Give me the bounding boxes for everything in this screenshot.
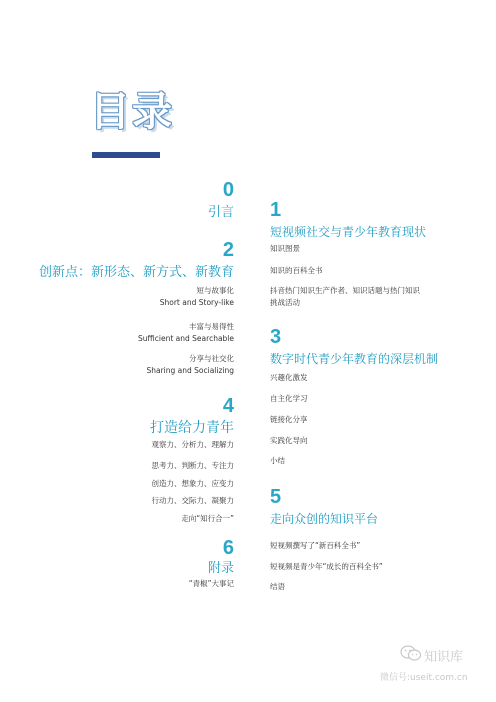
section-heading[interactable]: 打造给力青年 xyxy=(150,420,234,436)
toc-item[interactable]: 小结 xyxy=(270,456,285,465)
section-number: 6 xyxy=(222,537,234,559)
toc-item[interactable]: 链接化分享 xyxy=(270,415,308,424)
toc-item[interactable]: “青椒”大事记 xyxy=(188,579,234,588)
section-number: 3 xyxy=(270,326,282,348)
toc-item[interactable]: 知识图景 xyxy=(270,244,300,253)
toc-title: 目录 xyxy=(90,89,174,135)
section-heading[interactable]: 数字时代青少年教育的深层机制 xyxy=(270,352,439,366)
left-section-2 xyxy=(39,240,234,281)
toc-item[interactable]: 抖音热门知识生产作者、知识话题与热门知识 xyxy=(270,286,420,295)
right-section-5 xyxy=(270,487,378,526)
section-number: 0 xyxy=(222,179,234,201)
toc-item: Sufficient and Searchable xyxy=(138,334,234,343)
section-number: 4 xyxy=(222,395,234,417)
toc-item: Short and Story-like xyxy=(159,298,234,307)
title-underline-bar xyxy=(92,152,160,158)
left-section-6 xyxy=(208,538,234,577)
section-number: 2 xyxy=(222,239,234,261)
section-heading[interactable]: 引言 xyxy=(207,205,234,220)
section-heading[interactable]: 附录 xyxy=(207,561,234,576)
left-section-4 xyxy=(150,396,234,437)
toc-item[interactable]: 短与故事化 xyxy=(196,286,234,295)
toc-item[interactable]: 短视频是青少年“成长的百科全书” xyxy=(270,562,383,571)
section-number: 5 xyxy=(270,486,282,508)
section-heading[interactable]: 短视频社交与青少年教育现状 xyxy=(270,225,427,239)
toc-item: Sharing and Socializing xyxy=(146,366,234,375)
toc-item[interactable]: 自主化学习 xyxy=(270,394,308,403)
toc-item[interactable]: 短视频撰写了“新百科全书” xyxy=(270,541,361,550)
toc-item[interactable]: 实践化导向 xyxy=(270,436,308,445)
watermark-site: 微信号:useit.com.cn xyxy=(380,673,468,683)
toc-item: 挑战活动 xyxy=(270,298,300,307)
toc-item[interactable]: 观察力、分析力、理解力 xyxy=(151,440,234,449)
right-section-1 xyxy=(270,200,426,239)
toc-item[interactable]: 创造力、想象力、应变力 xyxy=(151,479,234,488)
left-section-0 xyxy=(208,180,234,221)
toc-item[interactable]: 知识的百科全书 xyxy=(270,266,323,275)
wechat-icon xyxy=(400,644,422,666)
toc-item[interactable]: 走向“知行合一” xyxy=(181,514,234,523)
toc-item[interactable]: 丰富与易得性 xyxy=(189,322,234,331)
section-heading[interactable]: 走向众创的知识平台 xyxy=(270,512,379,526)
watermark-name: 知识库 xyxy=(424,650,464,665)
toc-item[interactable]: 分享与社交化 xyxy=(189,354,234,363)
right-section-3 xyxy=(270,327,438,366)
toc-item[interactable]: 思考力、判断力、专注力 xyxy=(151,461,234,470)
toc-item[interactable]: 兴趣化激发 xyxy=(270,373,308,382)
toc-item[interactable]: 结语 xyxy=(270,582,285,591)
section-heading[interactable]: 创新点：新形态、新方式、新教育 xyxy=(38,265,234,280)
toc-item[interactable]: 行动力、交际力、凝聚力 xyxy=(151,496,234,505)
section-number: 1 xyxy=(270,199,282,221)
